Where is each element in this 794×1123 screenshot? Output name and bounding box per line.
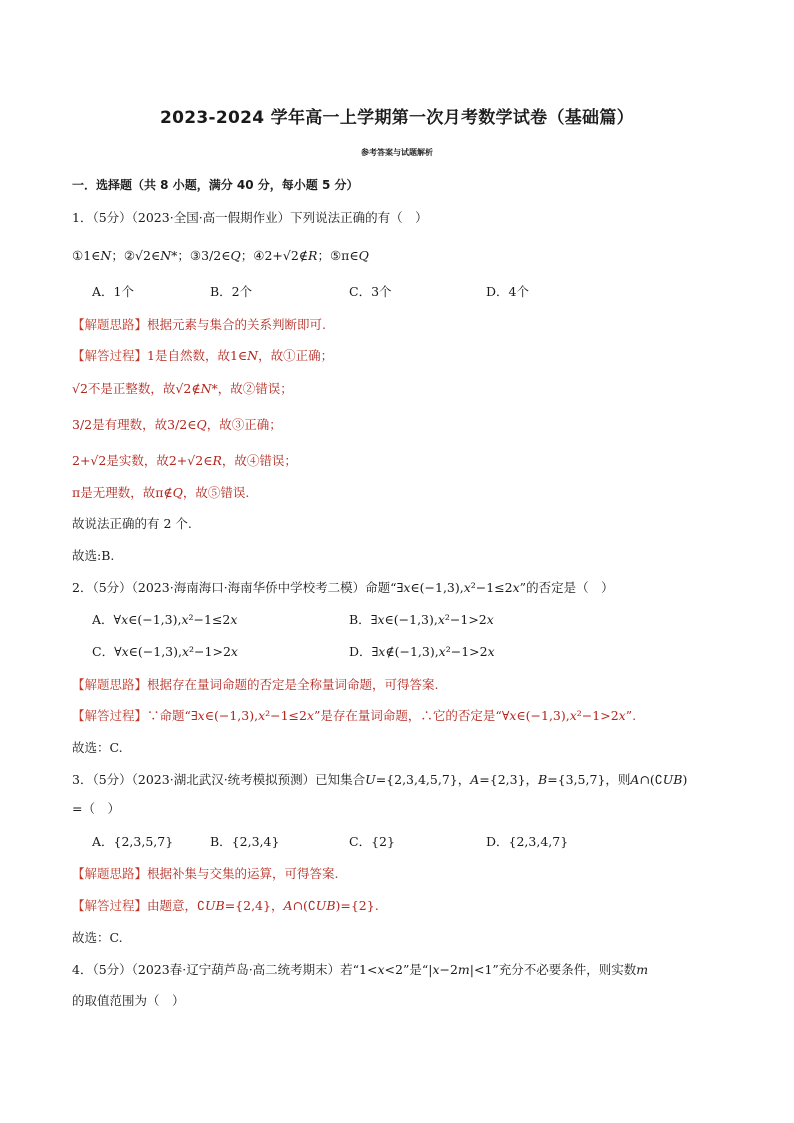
page-title: 2023-2024 学年高一上学期第一次月考数学试卷（基础篇） — [160, 108, 634, 128]
q3-stem-continued: =（ ） — [72, 801, 120, 816]
q1-items: ①1∈𝑁；②√2∈𝑁*；③3/2∈𝑄；④2+√2∉𝑅；⑤π∈𝑄 — [72, 248, 369, 263]
thought-text: 根据存在量词命题的否定是全称量词命题，可得答案. — [147, 677, 439, 692]
q2-thought — [72, 677, 439, 693]
q2-option-b: B．∃𝑥∈(−1,3),𝑥²−1>2𝑥 — [349, 612, 494, 627]
process-text: 由题意，∁𝑈𝐵={2,4}，𝐴∩(∁𝑈𝐵)={2}. — [147, 898, 379, 913]
q1-conclusion: 故说法正确的有 2 个. — [72, 516, 192, 531]
page-subtitle: 参考答案与试题解析 — [361, 148, 433, 157]
q2-option-c: C．∀𝑥∈(−1,3),𝑥²−1>2𝑥 — [92, 644, 238, 659]
q3-stem: 3．（5分）（2023·湖北武汉·统考模拟预测）已知集合𝑈={2,3,4,5,7}，𝐴={2,3}，𝐵={3,5,7}，则𝐴∩(∁𝑈𝐵) — [72, 772, 688, 787]
q3-option-a: A．{2,3,5,7} — [92, 834, 174, 849]
process-tag: 【解答过程】 — [72, 708, 148, 723]
thought-tag: 【解题思路】 — [72, 317, 148, 332]
q2-option-d: D．∃𝑥∉(−1,3),𝑥²−1>2𝑥 — [349, 644, 495, 659]
q3-process — [72, 898, 379, 914]
q4-stem: 4．（5分）（2023春·辽宁葫芦岛·高二统考期末）若“1<𝑥<2”是“|𝑥−2𝑚|<1”充分不必要条件，则实数𝑚 — [72, 962, 649, 977]
thought-text: 根据元素与集合的关系判断即可. — [147, 317, 326, 332]
q2-stem: 2．（5分）（2023·海南海口·海南华侨中学校考二模）命题“∃𝑥∈(−1,3),𝑥²−1≤2𝑥”的否定是（ ） — [72, 580, 614, 595]
q2-option-a: A．∀𝑥∈(−1,3),𝑥²−1≤2𝑥 — [92, 612, 238, 627]
q3-option-d: D．{2,3,4,7} — [486, 834, 569, 849]
process-step-3: 3/2是有理数，故3/2∈𝑄，故③正确； — [72, 417, 282, 432]
q1-thought — [72, 317, 326, 333]
q1-process — [72, 348, 333, 364]
q1-option-b: B．2个 — [210, 284, 253, 299]
thought-tag: 【解题思路】 — [72, 677, 148, 692]
q1-option-c: C．3个 — [349, 284, 392, 299]
q3-option-b: B．{2,3,4} — [210, 834, 280, 849]
q4-stem-continued: 的取值范围为（ ） — [72, 993, 185, 1008]
q1-option-d: D．4个 — [486, 284, 529, 299]
process-step-4: 2+√2是实数，故2+√2∈𝑅，故④错误； — [72, 453, 297, 468]
q3-answer: 故选：C. — [72, 930, 123, 945]
process-tag: 【解答过程】 — [72, 898, 148, 913]
process-tag: 【解答过程】 — [72, 348, 148, 363]
process-step-2: √2不是正整数，故√2∉𝑁*，故②错误； — [72, 381, 293, 396]
q1-option-a: A．1个 — [92, 284, 134, 299]
q1-stem: 1．（5分）（2023·全国·高一假期作业）下列说法正确的有（ ） — [72, 210, 428, 225]
thought-text: 根据补集与交集的运算，可得答案. — [147, 866, 339, 881]
process-text: ∵命题“∃𝑥∈(−1,3),𝑥²−1≤2𝑥”是存在量词命题，∴它的否定是“∀𝑥∈(−1,3),𝑥²−1>2𝑥”. — [147, 708, 637, 723]
process-step-1: 1是自然数，故1∈𝑁，故①正确； — [147, 348, 334, 363]
process-step-5: π是无理数，故π∉𝑄，故⑤错误. — [72, 485, 250, 500]
q2-process — [72, 708, 636, 724]
q2-answer: 故选：C. — [72, 740, 123, 755]
q1-answer: 故选:B. — [72, 548, 115, 563]
q3-option-c: C．{2} — [349, 834, 395, 849]
q3-thought — [72, 866, 339, 882]
section-heading: 一．选择题（共 8 小题，满分 40 分，每小题 5 分） — [72, 178, 359, 192]
thought-tag: 【解题思路】 — [72, 866, 148, 881]
